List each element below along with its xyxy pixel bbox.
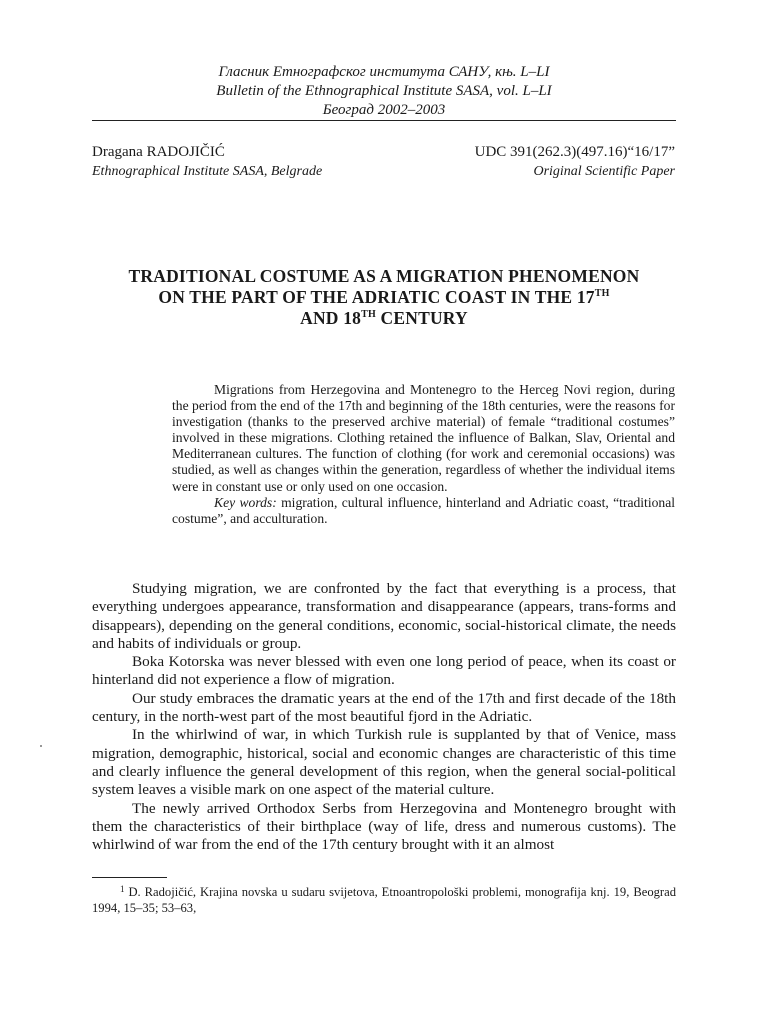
footnote-1 [92, 884, 676, 916]
paper-type: Original Scientific Paper [533, 164, 675, 179]
title-line-3 [92, 308, 676, 329]
author-last-name: RADOJIČIĆ [146, 144, 225, 160]
footnote-text: D. Radojičić, Krajina novska u sudaru svijetova, Etnoantropološki problemi, monografija knj. 19, Beograd 1994, 15–35; 53–63, [92, 885, 676, 915]
title-superscript: TH [361, 309, 376, 320]
title-line-2 [92, 287, 676, 308]
paragraph: The newly arrived Orthodox Serbs from Herzegovina and Montenegro brought with them the characteristics of their birthplace (way of life, dress and numerous customs). The whirlwind of war from the end of the 17th century brought with it an almost [92, 799, 676, 854]
keywords [172, 495, 675, 527]
title-line-1: TRADITIONAL COSTUME AS A MIGRATION PHENOMENON [128, 266, 640, 286]
title-line-3-text: AND 18 [300, 308, 362, 328]
abstract [172, 382, 675, 527]
author-block [92, 143, 322, 181]
paragraph: Our study embraces the dramatic years at the end of the 17th and first decade of the 18th century, in the north-west part of the most beautiful fjord in the Adriatic. [92, 689, 676, 726]
journal-title-english: Bulletin of the Ethnographical Institute SASA, vol. L–LI [216, 83, 552, 99]
footnote [92, 884, 676, 916]
udc-code: UDC 391(262.3)(497.16)“16/17” [474, 144, 675, 160]
footnote-number: 1 [120, 884, 125, 894]
journal-title-serbian: Гласник Етнографског института САНУ, књ. L–LI [218, 64, 550, 80]
author-first-name: Dragana [92, 144, 143, 160]
journal-place-year: Београд 2002–2003 [322, 102, 446, 118]
classification-block [475, 143, 675, 181]
title-line-2-text: ON THE PART OF THE ADRIATIC COAST IN THE 17 [158, 287, 595, 307]
abstract-text: Migrations from Herzegovina and Montenegro to the Herceg Novi region, during the period from the end of the 17th and beginning of the 18th centuries, were the reasons for investigation (thanks to the preserved archive material) of female “traditional costumes” involved in these migrations. Clothing retained the influence of Balkan, Slav, Oriental and Mediterranean cultures. The function of clothing (for work and ceremonial occasions) was studied, as well as changes within the generation, regardless of whether the individual items were in constant use or only used on one occasion. [172, 382, 675, 494]
author-affiliation: Ethnographical Institute SASA, Belgrade [92, 164, 323, 179]
header-divider [92, 120, 676, 121]
keywords-label: Key words: [214, 494, 277, 510]
keywords-list: migration, cultural influence, hinterland and Adriatic coast, “traditional costume”, and acculturation. [172, 494, 676, 526]
body-text [92, 580, 676, 854]
title-superscript: TH [594, 288, 610, 299]
paragraph: In the whirlwind of war, in which Turkish rule is supplanted by that of Venice, mass migration, demographic, historical, social and economic changes are characteristic of this time and clearly influence the general development of this region, when the general social-political system leaves a visible mark on one aspect of the material culture. [92, 726, 676, 799]
title-line-3-end: CENTURY [375, 308, 468, 328]
journal-header [0, 63, 768, 120]
paragraph: Studying migration, we are confronted by the fact that everything is a process, that everything undergoes appearance, transformation and disappearance (appears, trans-forms and disappears), depending on the general conditions, economic, social-historical climate, the needs and habits of individuals or group. [92, 580, 676, 652]
author-name [92, 143, 322, 162]
paragraph: Boka Kotorska was never blessed with even one long period of peace, when its coast or hinterland did not experience a flow of migration. [92, 653, 676, 689]
margin-mark [40, 745, 42, 747]
footnote-divider [92, 877, 167, 878]
article-title [92, 266, 676, 329]
